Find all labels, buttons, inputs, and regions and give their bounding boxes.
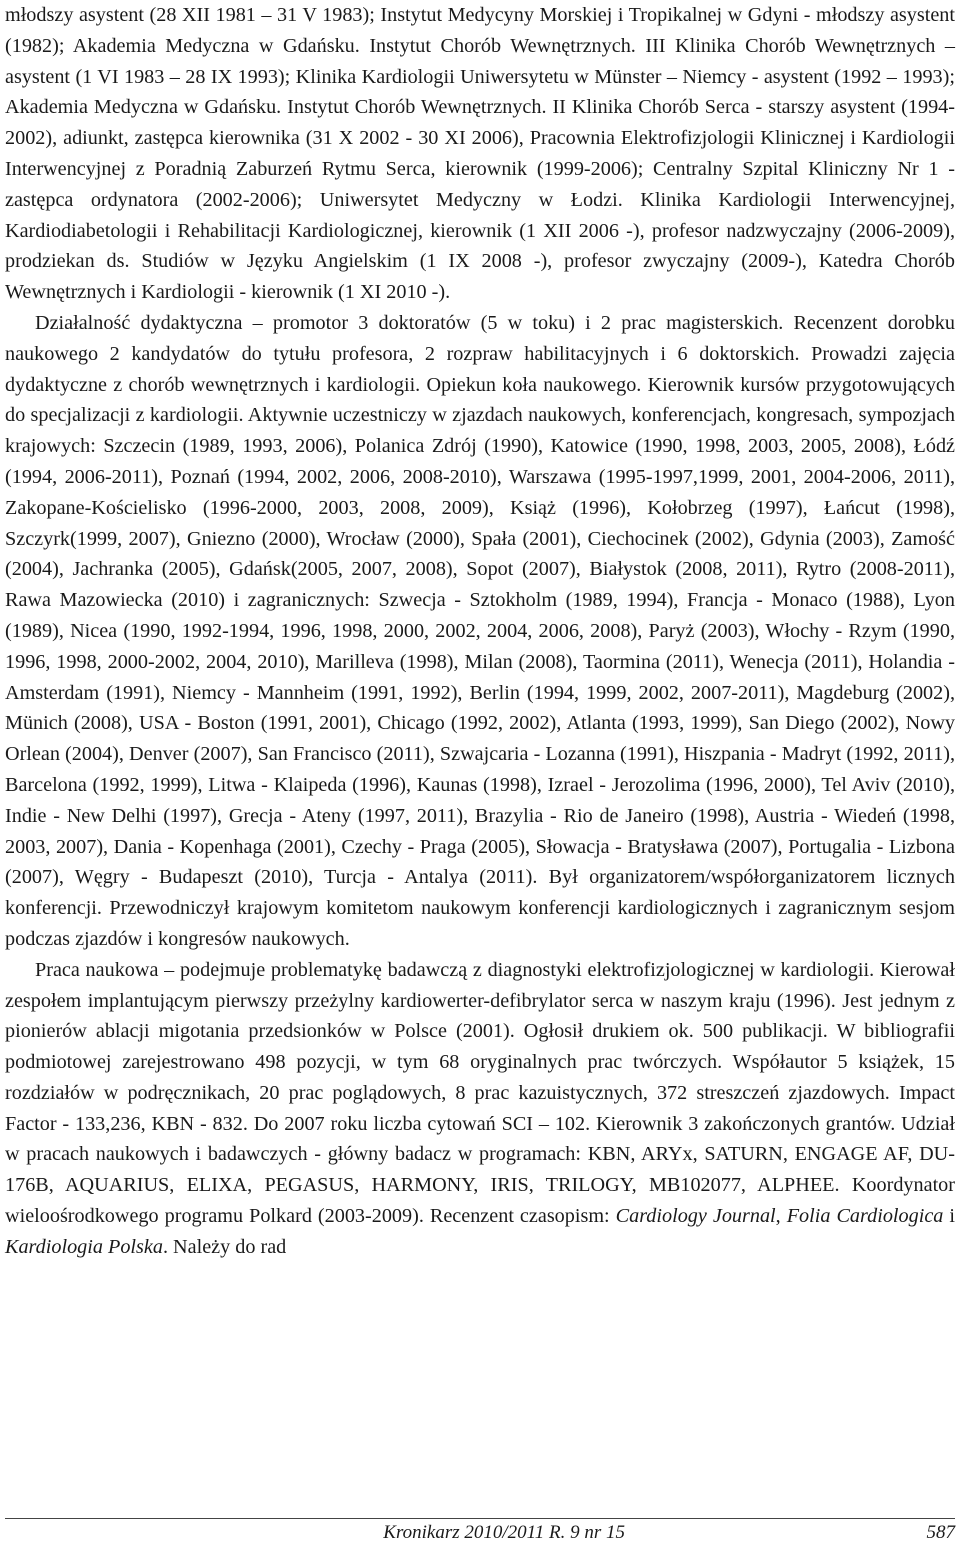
paragraph-teaching — [5, 308, 955, 955]
paragraph-text: i — [943, 1205, 955, 1228]
journal-title-italic: Kardiologia Polska — [5, 1235, 163, 1258]
journal-citation: Kronikarz 2010/2011 R. 9 nr 15 — [383, 1522, 625, 1543]
paragraph-text: . Należy do rad — [162, 1235, 287, 1258]
paragraph-text: młodszy asystent (28 XII 1981 – 31 V 1983); Instytut Medycyny Morskiej i Tropikalnej w Gdyni - młodszy asystent (1982); Akademia Medyczna w Gdańsku. Instytut Chorób Wewnętrznych. III Klinika Chorób Wewnętrznych – asystent (1 VI 1983 – 28 IX 1993); Klinika Kardiologii Uniwersytetu w Münster – Niemcy - asystent (1992 – 1993); Akademia Medyczna w Gdańsku. Instytut Chorób Wewnętrznych. II Klinika Chorób Serca - starszy asystent (1994-2002), adiunkt, zastępca kierownika (31 X 2002 - 30 XI 2006), Pracownia Elektrofizjologii Klinicznej i Kardiologii Interwencyjnej z Poradnią Zaburzeń Rytmu Serca, kierownik (1999-2006); Centralny Szpital Kliniczny Nr 1 - zastępca ordynatora (2002-2006); Uniwersytet Medyczny w Łodzi. Klinika Kardiologii Interwencyjnej, Kardiodiabetologii i Rehabilitacji Kardiologicznej, kierownik (1 XII 2006 -), profesor nadzwyczajny (2006-2009), prodziekan ds. Studiów w Języku Angielskim (1 IX 2008 -), profesor zwyczajny (2009-), Katedra Chorób Wewnętrznych i Kardiologii - kierownik (1 XI 2010 -). — [5, 4, 955, 304]
paragraph-text: , — [775, 1205, 787, 1228]
paragraph-research — [5, 955, 955, 1263]
paragraph-text: Działalność dydaktyczna – promotor 3 doktoratów (5 w toku) i 2 prac magisterskich. Recenzent dorobku naukowego 2 kandydatów do tytułu profesora, 2 rozpraw habilitacyjnych i 6 doktorskich. Prowadzi zajęcia dydaktyczne z chorób wewnętrznych i kardiologii. Opiekun koła naukowego. Kierownik kursów przygotowujących do specjalizacji z kardiologii. Aktywnie uczestniczy w zjazdach naukowych, konferencjach, kongresach, sympozjach krajowych: Szczecin (1989, 1993, 2006), Polanica Zdrój (1990), Katowice (1990, 1998, 2003, 2005, 2008), Łódź (1994, 2006-2011), Poznań (1994, 2002, 2006, 2008-2010), Warszawa (1995-1997,1999, 2001, 2004-2006, 2011), Zakopane-Kościelisko (1996-2000, 2003, 2008, 2009), Książ (1996), Kołobrzeg (1997), Łańcut (1998), Szczyrk(1999, 2007), Gniezno (2000), Wrocław (2000), Spała (2001), Ciechocinek (2002), Gdynia (2003), Zamość (2004), Jachranka (2005), Gdańsk(2005, 2007, 2008), Sopot (2007), Białystok (2008, 2011), Rytro (2008-2011), Rawa Mazowiecka (2010) i zagranicznych: Szwecja - Sztokholm (1989, 1994), Francja - Monaco (1988), Lyon (1989), Nicea (1990, 1992-1994, 1996, 1998, 2000, 2002, 2004, 2006, 2008), Paryż (2003), Włochy - Rzym (1990, 1996, 1998, 2000-2002, 2004, 2010), Marilleva (1998), Milan (2008), Taormina (2011), Wenecja (2011), Holandia - Amsterdam (1991), Niemcy - Mannheim (1991, 1992), Berlin (1994, 1999, 2002, 2007-2011), Magdeburg (2002), Münich (2008), USA - Boston (1991, 2001), Chicago (1992, 2002), Atlanta (1993, 1999), San Diego (2002), Nowy Orlean (2004), Denver (2007), San Francisco (2011), Szwajcaria - Lozanna (1991), Hiszpania - Madryt (1992, 2011), Barcelona (1992, 1999), Litwa - Klaipeda (1996), Kaunas (1998), Izrael - Jerozolima (1996, 2000), Tel Aviv (2010), Indie - New Delhi (1997), Grecja - Ateny (1997, 2011), Brazylia - Rio de Janeiro (1998), Austria - Wiedeń (1998, 2003, 2007), Dania - Kopenhaga (2001), Czechy - Praga (2005), Słowacja - Bratysława (2007), Portugalia - Lizbona (2007), Węgry - Budapeszt (2010), Turcja - Antalya (2011). Był organizatorem/współorganizatorem licznych konferencji. Przewodniczył krajowym komitetom naukowym konferencji kardiologicznych i zagranicznym sesjom podczas zjazdów i kongresów naukowych. — [5, 311, 955, 950]
footer-rule — [5, 1518, 955, 1519]
document-body — [5, 0, 955, 1263]
page-number: 587 — [926, 1522, 955, 1543]
journal-title-italic: Folia Cardiologica — [786, 1205, 944, 1228]
journal-title-italic: Cardiology Journal — [615, 1205, 776, 1228]
paragraph-career — [5, 0, 955, 308]
paragraph-text: Praca naukowa – podejmuje problematykę badawczą z diagnostyki elektrofizjologicznej w kardiologii. Kierował zespołem implantującym pierwszy przeżylny kardiowerter-defibrylator serca w naszym kraju (1996). Jest jednym z pionierów ablacji migotania przedsionków w Polsce (2001). Ogłosił drukiem ok. 500 publikacji. W bibliografii podmiotowej zarejestrowano 498 pozycji, w tym 68 oryginalnych prac twórczych. Współautor 5 książek, 15 rozdziałów w podręcznikach, 20 prac poglądowych, 8 prac kazuistycznych, 372 streszczeń zjazdowych. Impact Factor - 133,236, KBN - 832. Do 2007 roku liczba cytowań SCI – 102. Kierownik 3 zakończonych grantów. Udział w pracach naukowych i badawczych - główny badacz w programach: KBN, ARYx, SATURN, ENGAGE AF, DU-176B, AQUARIUS, ELIXA, PEGASUS, HARMONY, IRIS, TRILOGY, MB102077, ALPHEE. Koordynator wieloośrodkowego programu Polkard (2003-2009). Recenzent czasopism: — [5, 958, 955, 1228]
